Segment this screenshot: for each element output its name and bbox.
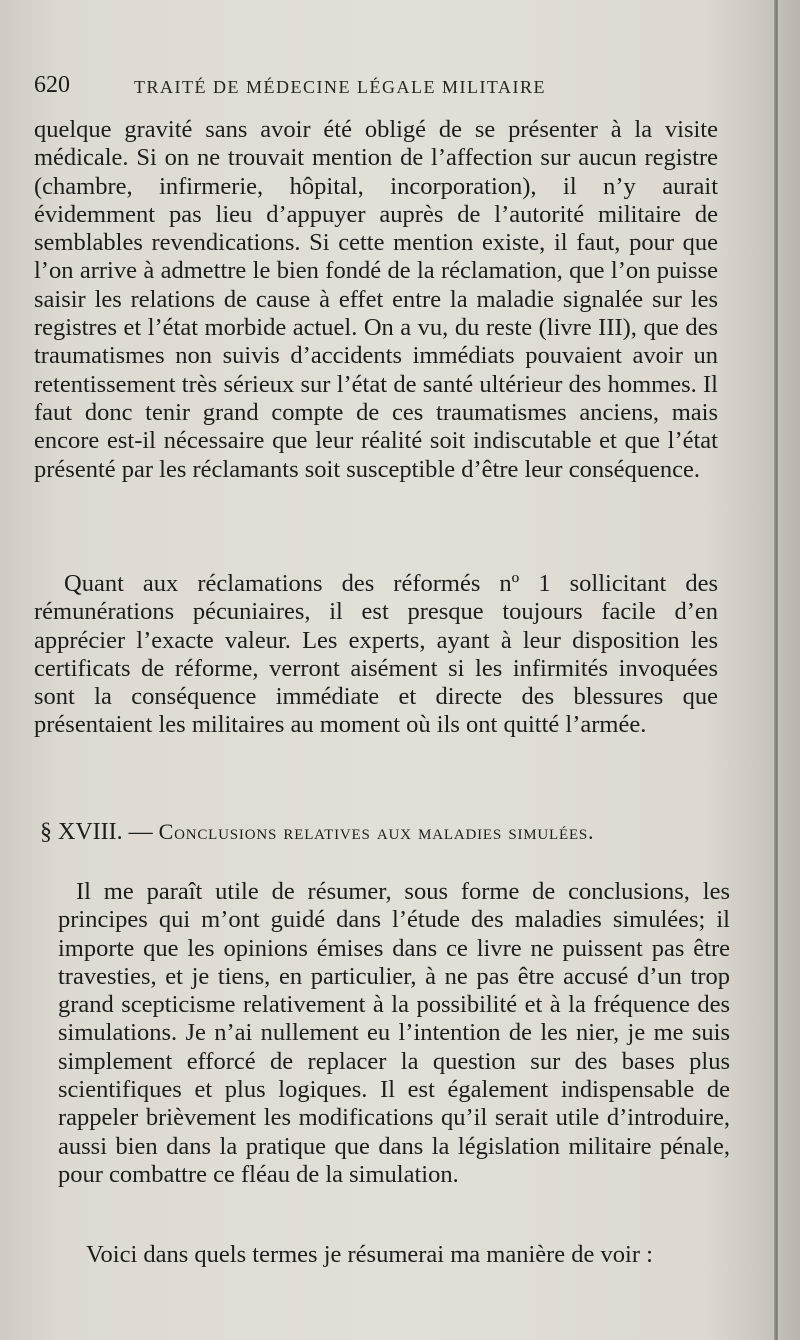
section-title: Conclusions relatives aux maladies simulées.	[158, 819, 595, 844]
page-spine-edge	[774, 0, 778, 1340]
paragraph-3: Il me paraît utile de résumer, sous forme de conclusions, les principes qui m’ont guidé dans l’étude des maladies simulées; il importe que les opinions émises dans ce livre ne puissent pas être travesties, et je tiens, en particulier, à ne pas être accusé d’un trop grand scepticisme relativement à la possibilité et à la fréquence des simulations. Je n’ai nullement eu l’intention de les nier, je me suis simplement efforcé de replacer la question sur des bases plus scientifiques et plus logiques. Il est également indispensable de rappeler brièvement les modifications qu’il serait utile d’introduire, aussi bien dans la pratique que dans la législation militaire pénale, pour combattre ce fléau de la simulation.	[58, 878, 730, 1188]
running-title: TRAITÉ DE MÉDECINE LÉGALE MILITAIRE	[134, 77, 546, 97]
paragraph-1: quelque gravité sans avoir été obligé de se présenter à la visite médicale. Si on ne trouvait mention de l’affection sur aucun registre (chambre, infirmerie, hôpital, incorporation), il n’y aurait évidemment pas lieu d’appuyer auprès de l’autorité militaire de semblables revendications. Si cette mention existe, il faut, pour que l’on arrive à admettre le bien fondé de la réclamation, que l’on puisse saisir les relations de cause à effet entre la maladie signalée sur les registres et l’état morbide actuel. On a vu, du reste (livre III), que des traumatismes non suivis d’accidents immédiats pouvaient avoir un retentissement très sérieux sur l’état de santé ultérieur des hommes. Il faut donc tenir grand compte de ces traumatismes anciens, mais encore est-il nécessaire que leur réalité soit indiscutable et que l’état présenté par les réclamants soit susceptible d’être leur conséquence.	[34, 116, 718, 483]
section-number: § XVIII. —	[40, 819, 153, 845]
paragraph-2: Quant aux réclamations des réformés nº 1 sollicitant des rémunérations pécuniaires, il est presque toujours facile d’en apprécier l’exacte valeur. Les experts, ayant à leur disposition les certificats de réforme, verront aisément si les infirmités invoquées sont la conséquence immédiate et directe des blessures que présentaient les militaires au moment où ils ont quitté l’armée.	[34, 570, 718, 739]
section-heading	[40, 819, 740, 846]
paragraph-4: Voici dans quels termes je résumerai ma manière de voir :	[86, 1241, 653, 1268]
page-number: 620	[34, 72, 70, 98]
page-header	[34, 72, 754, 106]
